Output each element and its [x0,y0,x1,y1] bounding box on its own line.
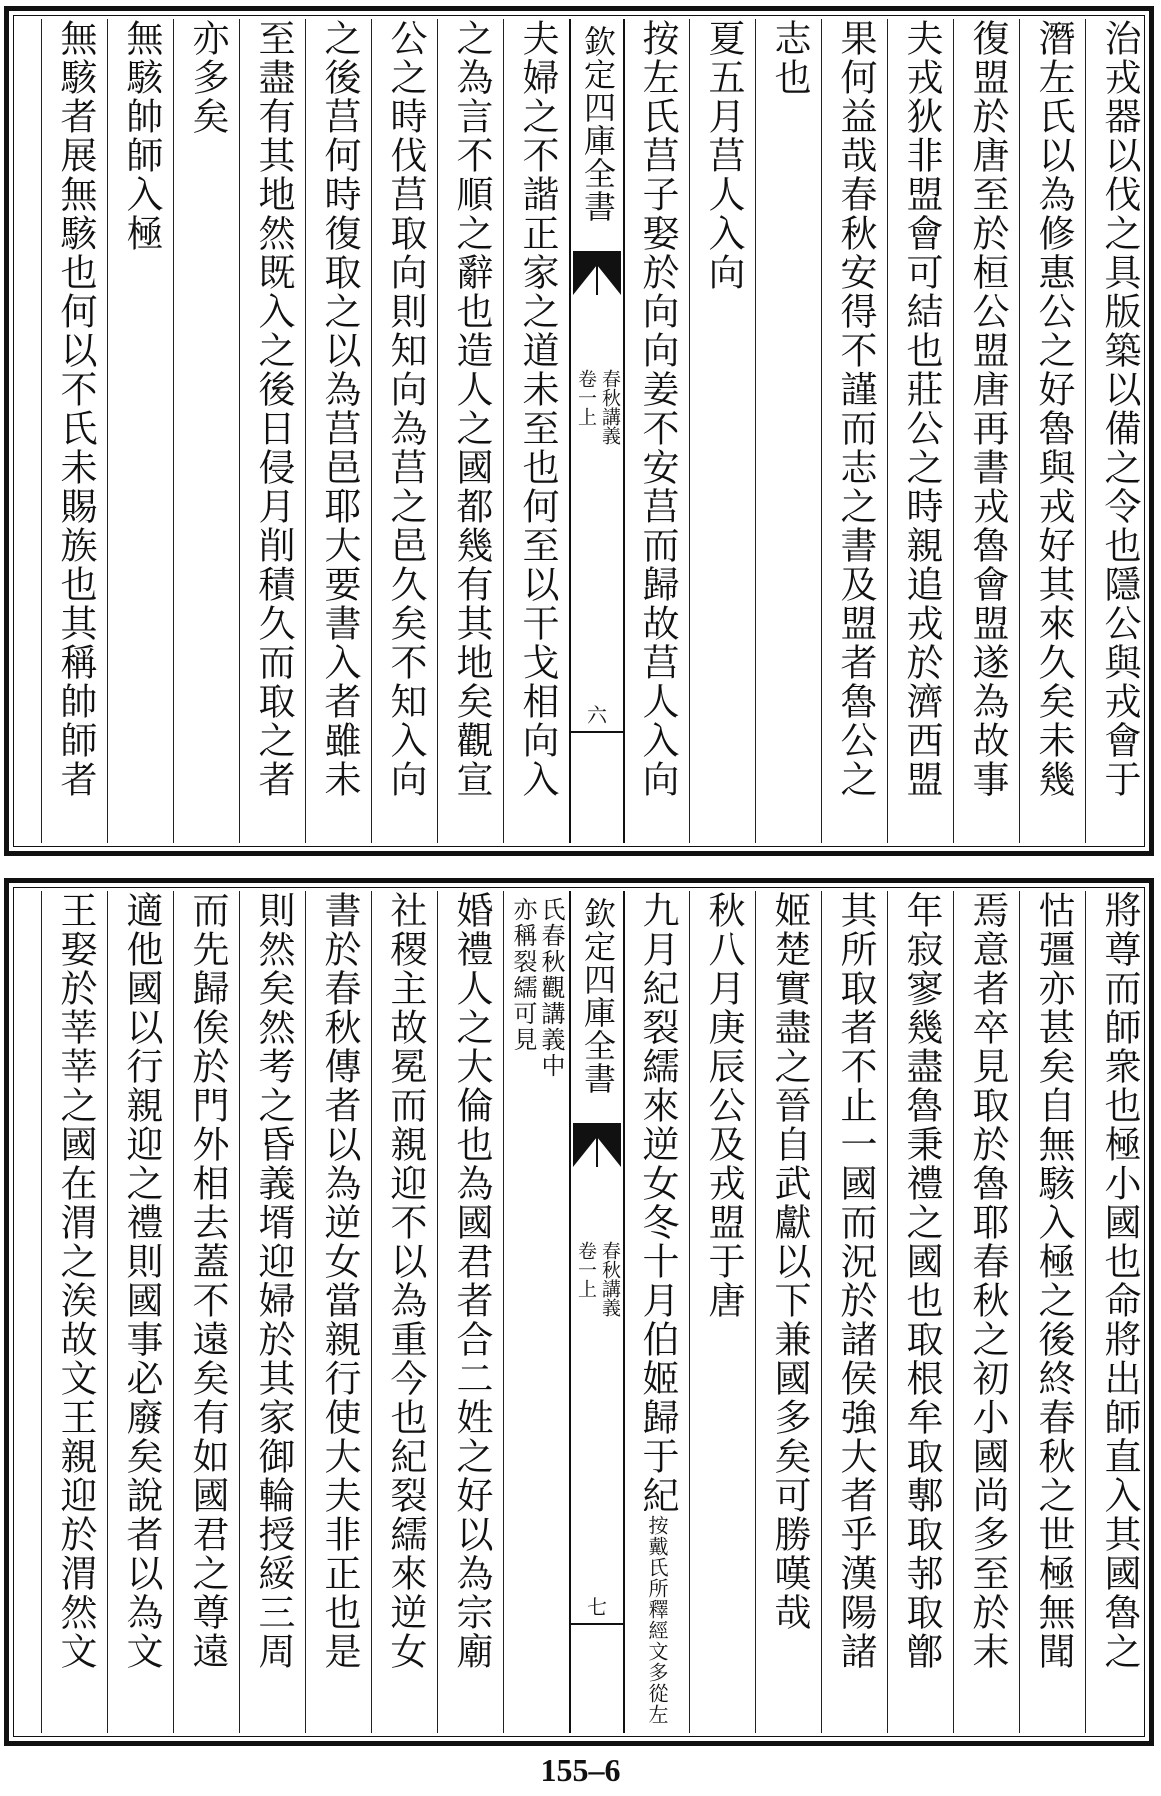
band-book-title: 春秋講義 [599,369,621,445]
center-band [569,19,625,843]
band-volume: 卷一上 [575,1241,597,1298]
text-column: 公之時伐莒取向則知向為莒之邑久矣不知入向 [371,19,438,843]
text-column: 之後莒何時復取之以為莒邑耶大要書入者雖未 [305,19,372,843]
text-column: 婚禮人之大倫也為國君者合二姓之好以為宗廟 [437,891,504,1733]
text-column: 姬楚實盡之晉自武獻以下兼國多矣可勝嘆哉 [755,891,822,1733]
text-column: 夫婦之不諧正家之道未至也何至以干戈相向入 [503,19,570,843]
note-line: 氏春秋觀講義中 [537,897,565,1079]
fish-tail-mark-icon [573,251,621,295]
text-column: 書於春秋傳者以為逆女當親行使大夫非正也是 [305,891,372,1733]
small-note-column [503,891,570,1733]
bottom-page [4,878,1154,1746]
text-column: 之為言不順之辭也造人之國都幾有其地矣觀宣 [437,19,504,843]
text-column: 怙彊亦甚矣自無駭入極之後終春秋之世極無聞 [1019,891,1086,1733]
text-column: 夏五月莒人入向 [689,19,756,843]
text-column: 無駭者展無駭也何以不氏未賜族也其稱帥師者 [41,19,108,843]
text-column: 社稷主故冕而親迎不以為重今也紀裂繻來逆女 [371,891,438,1733]
text-column: 亦多矣 [173,19,240,843]
note-line: 亦稱裂繻可見 [509,897,537,1053]
text-column: 志也 [755,19,822,843]
text-column: 年寂寥幾盡魯秉禮之國也取根牟取鄟取邿取鄫 [887,891,954,1733]
text-column: 按左氏莒子娶於向向姜不安莒而歸故莒人入向 [623,19,690,843]
text-column: 而先歸俟於門外相去蓋不遠矣有如國君之尊遠 [173,891,240,1733]
center-band [569,891,625,1733]
fish-tail-mark-icon [573,1123,621,1167]
band-leaf-number: 七 [571,1591,623,1625]
text-column: 適他國以行親迎之禮則國事必廢矣說者以為文 [107,891,174,1733]
text-column: 夫戎狄非盟會可結也莊公之時親追戎於濟西盟 [887,19,954,843]
text-column: 治戎器以伐之具版築以備之令也隱公與戎會于 [1085,19,1152,843]
band-leaf-number: 六 [571,699,623,733]
band-title: 欽定四庫全書 [579,25,617,223]
text-column: 無駭帥師入極 [107,19,174,843]
text-column: 將尊而師衆也極小國也命將出師直入其國魯之 [1085,891,1152,1733]
text-column: 王娶於莘莘之國在渭之涘故文王親迎於渭然文 [41,891,108,1733]
note-right: 按戴氏所釋 [645,1515,669,1620]
text-column-with-note [623,891,690,1733]
text-column: 其所取者不止一國而況於諸侯強大者乎漢陽諸 [821,891,888,1733]
note-left: 經文多從左 [645,1620,669,1725]
main-text: 九月紀裂繻來逆女冬十月伯姬歸于紀 [636,891,679,1515]
band-title: 欽定四庫全書 [579,897,617,1095]
band-volume: 卷一上 [575,369,597,426]
text-column: 則然矣然考之昏義壻迎婦於其家御輪授綏三周 [239,891,306,1733]
top-page [4,6,1154,856]
text-column: 果何益哉春秋安得不謹而志之書及盟者魯公之 [821,19,888,843]
text-column: 秋八月庚辰公及戎盟于唐 [689,891,756,1733]
text-column: 焉意者卒見取於魯耶春秋之初小國尚多至於末 [953,891,1020,1733]
text-column: 至盡有其地然既入之後日侵月削積久而取之者 [239,19,306,843]
text-column: 潛左氏以為修惠公之好魯與戎好其來久矣未幾 [1019,19,1086,843]
text-column: 復盟於唐至於桓公盟唐再書戎魯會盟遂為故事 [953,19,1020,843]
band-book-title: 春秋講義 [599,1241,621,1317]
page-number: 155–6 [540,1752,621,1788]
